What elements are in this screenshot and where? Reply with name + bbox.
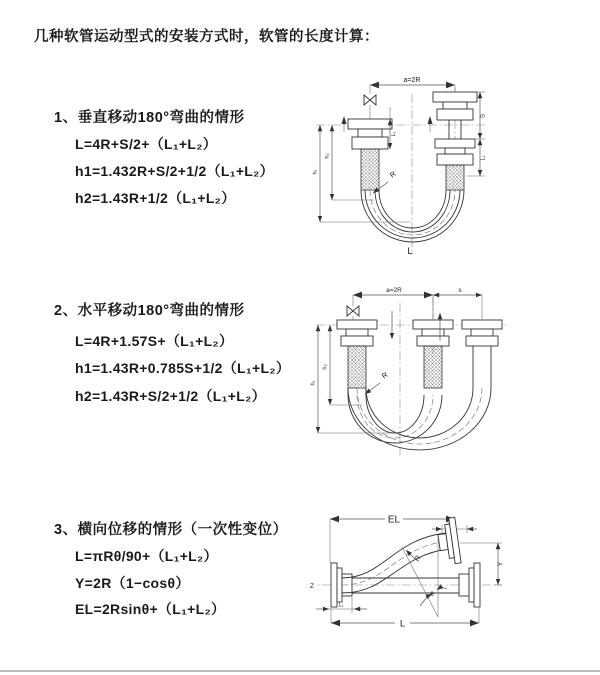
dim-label-l1: L₁ (338, 602, 344, 609)
dim-label-h1: h₁ (312, 169, 319, 175)
radius-leader (365, 370, 390, 394)
left-flange (337, 320, 377, 388)
section-2-formula-1: L=4R+1.57S+（L₁+L₂） (75, 333, 234, 349)
straight-pipe (352, 578, 459, 593)
dimension-a2r (370, 77, 455, 94)
hose-u-bends (348, 388, 491, 450)
section-2-formula-2: h1=1.43R+0.785S+1/2（L₁+L₂） (75, 360, 291, 376)
left-flange (348, 119, 392, 190)
displaced-hose (342, 514, 461, 593)
section-3-formula-3: EL=2Rsinθ+（L₁+L₂） (75, 601, 226, 617)
diagram-vertical-180-bend (310, 72, 595, 260)
section-3-formula-1: L=πRθ/90+（L₁+L₂） (75, 548, 218, 564)
section-2-formula-3: h2=1.43R+S/2+1/2（L₁+L₂） (75, 388, 266, 404)
valve-icon (364, 95, 376, 119)
section-3-formula-2: Y=2R（1−cosθ） (75, 575, 190, 591)
right-lower-flange (459, 563, 480, 607)
movement-arrow-right (428, 116, 433, 132)
dimension-a2r (353, 287, 482, 319)
diagram-lateral-displacement (298, 505, 598, 653)
dim-label-l: L (399, 618, 406, 630)
valve-icon (347, 306, 359, 320)
dim-label-a2r: a=2R (386, 287, 402, 294)
dimension-l (331, 608, 479, 630)
braided-hose-section (348, 346, 366, 388)
section-1-formula-2: h1=1.432R+S/2+1/2（L₁+L₂） (75, 163, 274, 179)
diagram-horizontal-180-bend (310, 283, 595, 463)
dim-label-s: s (458, 287, 462, 294)
upper-right-flange (436, 517, 461, 565)
section-3-heading: 3、横向位移的情形（一次性变位） (54, 522, 288, 538)
page-edge (0, 670, 600, 672)
section-1-formula-3: h2=1.43R+1/2（L₁+L₂） (75, 190, 236, 206)
dim-label-theta: θ (430, 591, 434, 598)
axis-label-z: Z (310, 583, 314, 590)
hose-u-bend (361, 190, 464, 242)
right-flange (462, 320, 502, 388)
dim-label-a2r: a=2R (403, 77, 421, 84)
dim-label-l1-right: L₁ (480, 155, 487, 161)
dim-label-l: L (407, 246, 413, 257)
section-1-heading: 1、垂直移动180°弯曲的情形 (54, 110, 245, 126)
braided-hose-section (424, 346, 442, 388)
right-pipe (433, 92, 477, 190)
dim-label-h2: h₂ (324, 153, 331, 159)
dim-label-r: R (387, 169, 398, 180)
section-2-heading: 2、水平移动180°弯曲的情形 (54, 303, 245, 319)
left-flange (331, 563, 352, 607)
dimension-s (433, 287, 482, 295)
dim-label-y: Y (497, 561, 505, 567)
dim-label-r: R (412, 553, 423, 564)
braided-hose-section (361, 149, 379, 190)
page-title: 几种软管运动型式的安装方式时，软管的长度计算： (34, 29, 379, 45)
dim-label-r: R (379, 370, 390, 381)
dim-label-h2: h₂ (322, 364, 329, 370)
braided-hose-section (446, 165, 464, 190)
dim-label-l1-left: L₁ (391, 131, 397, 137)
dim-label-el: EL (387, 514, 401, 526)
section-1-formula-1: L=4R+S/2+（L₁+L₂） (75, 136, 218, 152)
dim-label-s: S (480, 113, 487, 119)
movement-arrow-left (342, 116, 347, 132)
dim-label-h1: h₁ (310, 380, 317, 386)
middle-flange (413, 320, 453, 388)
